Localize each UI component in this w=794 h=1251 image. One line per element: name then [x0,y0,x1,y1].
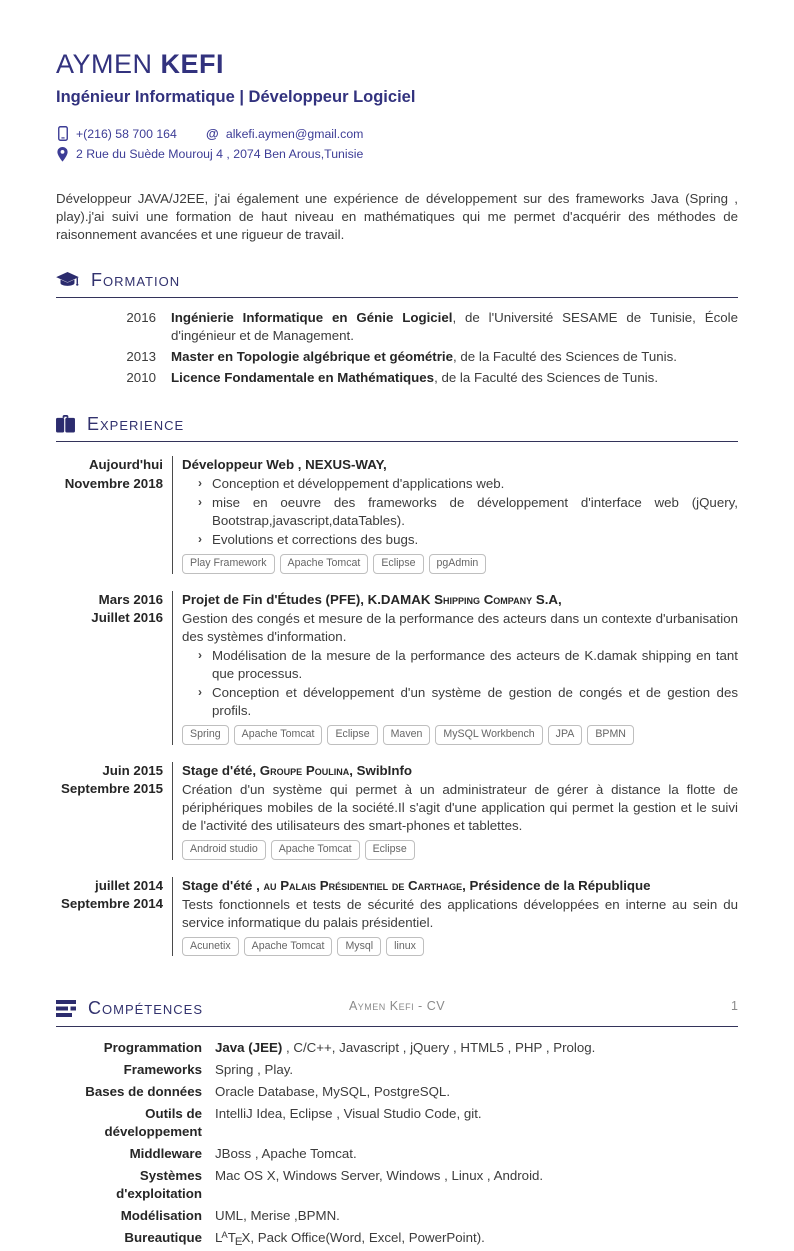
skills-value-text: UML, Merise ,BPMN. [215,1208,340,1224]
skills-category-label: Outils de développement [104,1105,202,1139]
experience-title-part: Stage d'été , [182,877,264,893]
footer-page-number: 1 [731,999,738,1013]
experience-title-line [182,762,738,780]
contact-row-2 [56,146,738,163]
skills-row [56,1039,738,1057]
section-formation [56,268,738,388]
latex-letter: L [215,1230,223,1246]
experience-bullet [182,494,738,530]
latex-logo [215,1230,251,1249]
experience-bullet-text: Evolutions et corrections des bugs. [212,532,419,548]
formation-text [171,348,738,366]
tech-tag: Acunetix [182,937,239,956]
latex-letter: E [234,1236,243,1249]
experience-title-part: S.A, [532,591,562,607]
chevron-right-icon: › [198,476,202,491]
experience-dates [56,877,163,957]
skills-values [215,1061,738,1079]
experience-description: Création d'un système qui permet à un administrateur de gérer à distance la flotte de périphériques mobiles de la société.Il s'agit d'une application qui permet la gestion et le suivi de l'activité des utilisateurs des smart-phones et tablettes. [182,781,738,834]
skills-row [56,1167,738,1203]
skills-category-label: Middleware [129,1146,202,1161]
date-from: juillet 2014 [95,877,163,893]
tech-tag: BPMN [587,725,634,744]
date-to: Novembre 2018 [64,475,163,491]
section-competences [56,996,738,1251]
experience-entry [56,762,738,860]
skills-value-text: Mac OS X, Windows Server, Windows , Linux , Android. [215,1168,544,1184]
experience-bullet [182,531,738,549]
tech-tag: Mysql [337,937,381,956]
experience-tags [182,725,738,744]
skills-value-text: , Pack Office(Word, Excel, PowerPoint). [250,1230,485,1246]
formation-text [171,309,738,345]
formation-detail: , de la Faculté des Sciences de Tunis. [434,370,659,386]
experience-tags [182,840,738,859]
formation-title: Formation [91,269,181,290]
header [56,46,738,163]
map-pin-icon [56,147,69,162]
at-icon: @ [206,126,219,142]
formation-item [56,309,738,345]
formation-year: 2010 [126,370,156,386]
experience-title-line [182,591,738,609]
experience-tags [182,554,738,573]
skills-category-label: Programmation [103,1039,202,1055]
experience-description: Tests fonctionnels et tests de sécurité des applications développées en interne au sein du service informatique du palais présidentiel. [182,896,738,930]
graduation-cap-icon [56,272,79,289]
experience-bullet-text: Conception et développement d'applications web. [212,476,505,492]
tech-tag: Android studio [182,840,266,859]
section-experience [56,412,738,957]
formation-year: 2016 [126,310,156,326]
skills-values [215,1145,738,1163]
experience-title-part: Développeur Web , NEXUS-WAY, [182,457,387,473]
experience-title: Experience [87,413,185,434]
experience-dates [56,591,163,745]
skills-value-text: IntelliJ Idea, Eclipse , Visual Studio Code, git. [215,1105,482,1121]
skills-row [56,1207,738,1225]
tech-tag: Apache Tomcat [280,554,369,573]
skills-category-label: Bases de données [85,1083,202,1099]
skills-row [56,1229,738,1250]
email-group [206,125,364,143]
page-footer [0,998,794,1014]
tech-tag: Spring [182,725,229,744]
skills-values [215,1105,738,1141]
date-from: Mars 2016 [98,591,163,607]
experience-bullet [182,684,738,720]
latex-letter: A [221,1230,228,1242]
phone-group [56,126,177,143]
experience-title-line [182,456,738,474]
summary-paragraph: Développeur JAVA/J2EE, j'ai également une expérience de développement sur des frameworks Java (Spring , play).j'ai suivi une formation de haut niveau en mathématiques qui me permet d'acquérir des méthodes de raisonnement avancées et une rigueur de travail. [56,190,738,242]
skills-value-text: , C/C++, Javascript , jQuery , HTML5 , PHP , Prolog. [282,1039,596,1055]
experience-body [172,591,738,745]
experience-title-part: Projet de Fin d'Études (PFE), K.DAMAK [182,591,435,607]
skills-values [215,1207,738,1225]
mobile-phone-icon [56,126,69,141]
chevron-right-icon: › [198,532,202,547]
tech-tag: Maven [383,725,431,744]
tech-tag: Eclipse [373,554,423,573]
chevron-right-icon: › [198,648,202,663]
formation-detail: , de la Faculté des Sciences de Tunis. [453,349,677,365]
date-to: Septembre 2015 [61,781,163,797]
formation-detail: , de l'Université SESAME de Tunisie, École d'ingénieur et de Management. [171,310,738,344]
formation-item [56,348,738,366]
skills-row [56,1061,738,1079]
skills-list [56,1039,738,1251]
experience-tags [182,937,738,956]
chevron-right-icon: › [198,685,202,700]
contact-row-1 [56,125,738,143]
experience-title-part: , SwibInfo [349,762,413,778]
skills-values [215,1229,738,1250]
address: 2 Rue du Suède Mourouj 4 , 2074 Ben Arous,Tunisie [76,146,364,161]
tech-tag: Apache Tomcat [244,937,333,956]
tech-tag: Apache Tomcat [234,725,323,744]
date-to: Juillet 2016 [91,610,163,626]
first-name: AYMEN [56,49,153,79]
skills-row [56,1105,738,1141]
tech-tag: JPA [548,725,583,744]
experience-list [56,456,738,956]
formation-item [56,369,738,387]
experience-title-part: Stage d'été, [182,762,260,778]
formation-header [56,268,738,298]
tech-tag: linux [386,937,424,956]
competences-title: Compétences [88,998,204,1019]
experience-title-part: Groupe Poulina [259,762,350,778]
date-to: Septembre 2014 [61,896,163,912]
skills-value-text: JBoss , Apache Tomcat. [215,1146,357,1161]
experience-title-part: Shipping Company [434,591,533,607]
experience-bullet-text: Conception et développement d'un système de gestion de congés et de gestion des profils. [212,685,738,719]
skills-category-label: Modélisation [120,1208,202,1224]
formation-year: 2013 [126,349,156,365]
contact-block [56,125,738,162]
date-from: Aujourd'hui [88,457,163,473]
experience-bullet [182,647,738,683]
formation-degree: Master en Topologie algébrique et géométrie [171,349,453,365]
tech-tag: Eclipse [365,840,415,859]
experience-body [172,877,738,957]
experience-description: Gestion des congés et mesure de la performance des acteurs dans un contexte d'urbanisation des systèmes d'information. [182,610,738,644]
skills-row [56,1145,738,1163]
skills-row [56,1083,738,1101]
skills-value-bold: Java (JEE) [215,1039,283,1055]
experience-entry [56,877,738,957]
job-title: Ingénieur Informatique | Développeur Logiciel [56,87,416,106]
experience-title-line [182,877,738,895]
formation-degree: Ingénierie Informatique en Génie Logiciel [171,310,453,326]
tech-tag: MySQL Workbench [435,725,542,744]
skills-values [215,1083,738,1101]
tech-tag: Apache Tomcat [271,840,360,859]
skills-value-text: Spring , Play. [215,1061,294,1077]
tech-tag: pgAdmin [429,554,487,573]
formation-list [56,309,738,387]
skills-category-label: Bureautique [124,1230,202,1246]
experience-dates [56,762,163,860]
skills-value-text: Oracle Database, MySQL, PostgreSQL. [215,1083,451,1099]
last-name: KEFI [160,49,225,79]
tech-tag: Eclipse [327,725,377,744]
skills-category-label: Frameworks [123,1061,202,1077]
latex-letter: T [227,1230,236,1246]
experience-body [172,762,738,860]
skills-values [215,1039,738,1057]
experience-entry [56,456,738,574]
formation-degree: Licence Fondamentale en Mathématiques [171,370,435,386]
experience-header [56,412,738,442]
experience-dates [56,456,163,574]
experience-bullet [182,475,738,493]
experience-bullet-text: mise en oeuvre des frameworks de développement d'interface web (jQuery, Bootstrap,javascript,dataTables). [212,495,738,529]
date-from: Juin 2015 [102,762,163,778]
latex-letter: X [241,1230,251,1246]
skills-category-label: Systèmes d'exploitation [116,1168,202,1202]
formation-text [171,369,738,387]
chevron-right-icon: › [198,495,202,510]
skills-values [215,1167,738,1203]
briefcase-icon [56,415,75,433]
person-name [56,46,738,83]
experience-bullet-text: Modélisation de la mesure de la performance des acteurs de K.damak shipping en tant que processus. [212,648,738,682]
experience-title-part: , Présidence de la République [462,877,651,893]
experience-entry [56,591,738,745]
email-link[interactable]: alkefi.aymen@gmail.com [225,126,364,141]
experience-title-part: au Palais Présidentiel de Carthage [263,877,463,893]
tech-tag: Play Framework [182,554,275,573]
phone-number: +(216) 58 700 164 [76,126,177,141]
footer-document-title: Aymen Kefi - CV [348,999,446,1013]
experience-body [172,456,738,574]
